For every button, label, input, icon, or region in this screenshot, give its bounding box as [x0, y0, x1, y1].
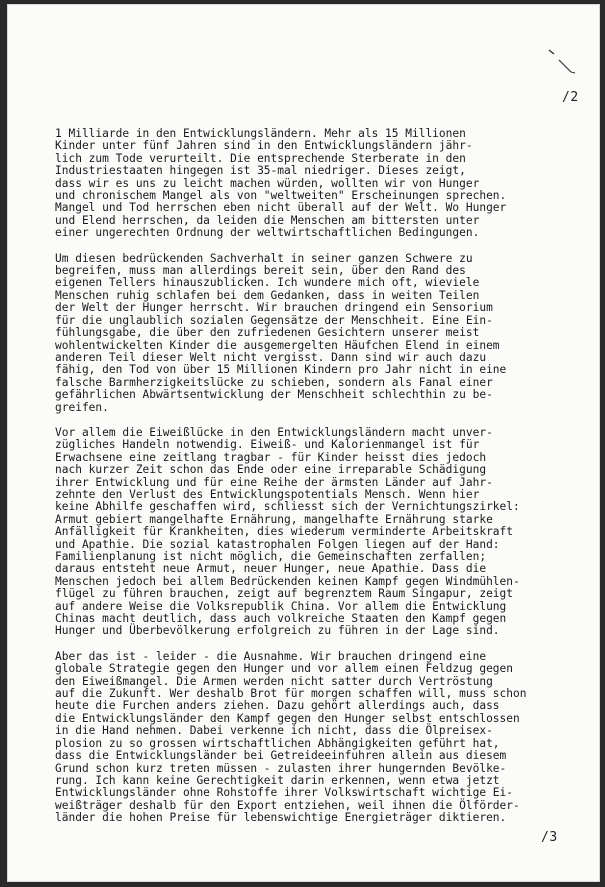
text-line: gefährlichen Abwärtsentwicklung der Menschheit schlechthin zu be- — [55, 388, 493, 402]
text-line: begreifen, muss man allerdings bereit sein, über den Rand des — [55, 264, 466, 278]
text-line: die Entwicklungsländer den Kampf gegen den Hunger selbst entschlossen — [55, 711, 520, 725]
text-line: rung. Ich kann keine Gerechtigkeit darin erkennen, wenn etwa jetzt — [55, 773, 500, 787]
text-line: wohlentwickelten Kinder die ausgemergelten Häufchen Elend in einem — [55, 338, 500, 352]
text-line: heute die Furchen anders ziehen. Dazu gehört allerdings auch, dass — [55, 699, 500, 713]
text-line: keine Abhilfe geschaffen wird, schliesst sich der Vernichtungszirkel: — [55, 500, 520, 514]
text-line: einer ungerechten Ordnung der weltwirtschaftlichen Bedingungen. — [55, 226, 480, 240]
text-line: Menschen ruhig schlafen bei dem Gedanken, dass in weiten Teilen — [55, 288, 480, 302]
paragraph — [55, 253, 583, 414]
text-line: zügliches Handeln notwendig. Eiweiß- und Kalorienmangel ist für — [55, 438, 480, 452]
text-line: dass die Entwicklungsländer bei Getreideeinfuhren allein aus diesem — [55, 749, 507, 763]
text-line: lich zum Tode verurteilt. Die entsprechende Sterberate in den — [55, 151, 466, 165]
text-line: für die unglaublich sozialen Gegensätze der Menschheit. Eine Ein- — [55, 313, 493, 327]
text-line: eigenen Tellers hinauszublicken. Ich wundere mich oft, wieviele — [55, 276, 480, 290]
text-line: Mangel und Tod herrschen eben nicht überall auf der Welt. Wo Hunger — [55, 201, 507, 215]
text-line: auf andere Weise die Volksrepublik China. Vor allem die Entwicklung — [55, 599, 507, 613]
text-line: und Elend herrschen, da leiden die Menschen am bittersten unter — [55, 213, 480, 227]
text-line: anderen Teil dieser Welt nicht vergisst. Dann sind wir auch dazu — [55, 350, 487, 364]
text-line: flügel zu führen brauchen, zeigt auf begrenztem Raum Singapur, zeigt — [55, 587, 514, 601]
text-line: länder die hohen Preise für lebenswichtige Energieträger diktieren. — [55, 811, 507, 825]
text-line: und Apathie. Die sozial katastrophalen Folgen liegen auf der Hand: — [55, 537, 500, 551]
text-line: Aber das ist - leider - die Ausnahme. Wir brauchen dringend eine — [55, 649, 487, 663]
text-line: Anfälligkeit für Krankheiten, dies wiederum verminderte Arbeitskraft — [55, 525, 514, 539]
text-line: fühlungsgabe, die über den zufriedenen Gesichtern unserer meist — [55, 326, 480, 340]
body-text — [55, 128, 583, 838]
text-line: auf die Zukunft. Wer deshalb Brot für morgen schaffen will, muss schon — [55, 687, 527, 701]
text-line: fähig, den Tod von über 15 Millionen Kindern pro Jahr nicht in eine — [55, 363, 507, 377]
text-line: und chronischem Mangel als von "weltweiten" Erscheinungen sprechen. — [55, 189, 507, 203]
text-line: in die Hand nehmen. Dabei verkenne ich nicht, dass die Ölpreisex- — [55, 724, 493, 738]
text-line: Um diesen bedrückenden Sachverhalt in seiner ganzen Schwere zu — [55, 251, 473, 265]
text-line: dass wir es uns zu leicht machen würden, wollten wir von Hunger — [55, 176, 480, 190]
document-page — [7, 4, 600, 882]
text-line: der Welt der Hunger herrscht. Wir brauchen dringend ein Sensorium — [55, 301, 493, 315]
text-line: Chinas macht deutlich, dass auch volkreiche Staaten den Kampf gegen — [55, 612, 507, 626]
text-line: Kinder unter fünf Jahren sind in den Entwicklungsländern jähr- — [55, 139, 473, 153]
text-line: Entwicklungsländer ohne Rohstoffe ihrer Volkswirtschaft wichtige Ei- — [55, 786, 514, 800]
paragraph — [55, 651, 583, 825]
text-line: Grund schon kurz treten müssen - zulasten ihrer hungernden Bevölke- — [55, 761, 507, 775]
text-line: greifen. — [55, 400, 109, 414]
text-line: Hunger und Überbevölkerung erfolgreich zu führen in der Lage sind. — [55, 624, 500, 638]
text-line: 1 Milliarde in den Entwicklungsländern. Mehr als 15 Millionen — [55, 127, 466, 140]
page-reference-bottom: /3 — [541, 830, 558, 845]
text-line: globale Strategie gegen den Hunger und vor allem einen Feldzug gegen — [55, 662, 514, 676]
text-line: zehnte den Verlust des Entwicklungspotentials Mensch. Wenn hier — [55, 487, 480, 501]
text-line: Industriestaaten hingegen ist 35-mal niedriger. Dieses zeigt, — [55, 164, 466, 178]
text-line: Familienplanung ist nicht möglich, die Gemeinschaften zerfallen; — [55, 550, 487, 563]
text-line: nach kurzer Zeit schon das Ende oder eine irreparable Schädigung — [55, 463, 487, 477]
text-line: den Eiweißmangel. Die Armen werden nicht satter durch Vertröstung — [55, 674, 493, 688]
text-line: ihrer Entwicklung und für eine Reihe der ärmsten Länder auf Jahr- — [55, 475, 493, 489]
text-line: Vor allem die Eiweißlücke in den Entwicklungsländern macht unver- — [55, 425, 493, 439]
text-line: falsche Barmherzigkeitslücke zu schieben, sondern als Fanal einer — [55, 375, 493, 389]
text-line: plosion zu so grossen wirtschaftlichen Abhängigkeiten geführt hat, — [55, 736, 500, 750]
text-line: Erwachsene eine zeitlang tragbar - für Kinder heisst dies jedoch — [55, 450, 487, 464]
text-line: Armut gebiert mangelhafte Ernährung, mangelhafte Ernährung starke — [55, 512, 493, 526]
pen-mark-icon — [545, 44, 579, 78]
page-reference-top: /2 — [562, 90, 579, 105]
text-line: daraus entsteht neue Armut, neuer Hunger, neue Apathie. Dass die — [55, 562, 487, 576]
text-line: Menschen jedoch bei allem Bedrückenden keinen Kampf gegen Windmühlen- — [55, 574, 520, 588]
text-line: weißträger deshalb für den Export entziehen, weil ihnen die Ölförder- — [55, 798, 520, 812]
paragraph — [55, 427, 583, 638]
paragraph — [55, 128, 583, 240]
